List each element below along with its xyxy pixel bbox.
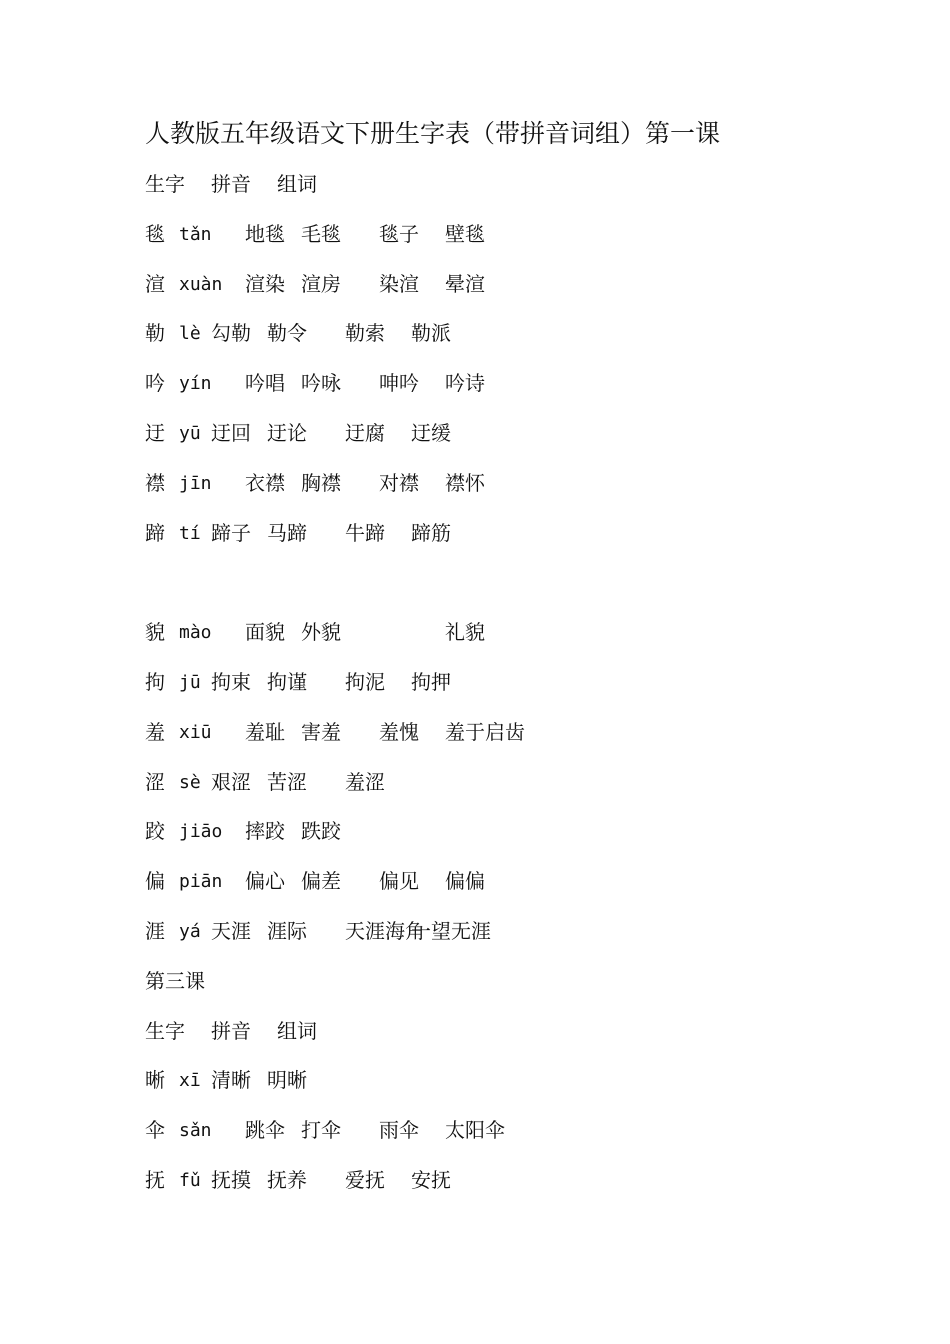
table-row — [145, 260, 905, 310]
row-word: 勒令 — [267, 321, 307, 346]
row-char: 偏 — [145, 869, 165, 894]
table-row — [145, 608, 905, 658]
table-row — [145, 807, 905, 857]
document-body — [145, 112, 905, 1206]
row-char: 抚 — [145, 1167, 165, 1192]
row-char: 吟 — [145, 371, 165, 396]
row-word: 摔跤 — [245, 819, 285, 844]
row-word: 一望无涯 — [411, 918, 491, 943]
table-row — [145, 907, 905, 957]
header-pinyin: 拼音 — [211, 1018, 251, 1043]
row-word: 拘束 — [211, 669, 251, 694]
row-word: 明晰 — [267, 1068, 307, 1093]
row-word: 艰涩 — [211, 769, 251, 794]
row-char: 貌 — [145, 620, 165, 645]
row-pinyin: yá — [179, 920, 201, 942]
row-word: 抚摸 — [211, 1167, 251, 1192]
row-word: 拘泥 — [345, 669, 385, 694]
row-char: 毯 — [145, 221, 165, 246]
row-word: 太阳伞 — [445, 1118, 505, 1143]
header-words: 组词 — [277, 172, 317, 196]
row-pinyin: jū — [179, 671, 201, 693]
row-word: 蹄筋 — [411, 520, 451, 545]
table-row — [145, 658, 905, 708]
row-pinyin: yū — [179, 422, 201, 444]
row-word: 涯际 — [267, 918, 307, 943]
row-char: 蹄 — [145, 520, 165, 545]
row-pinyin: jiāo — [179, 821, 223, 843]
row-word: 羞涩 — [345, 769, 385, 794]
row-char: 涯 — [145, 918, 165, 943]
header-words: 组词 — [277, 1018, 317, 1043]
row-word: 蹄子 — [211, 520, 251, 545]
row-char: 伞 — [145, 1118, 165, 1143]
row-word: 安抚 — [411, 1167, 451, 1192]
row-pinyin: mào — [179, 622, 212, 644]
row-word: 胸襟 — [301, 470, 341, 495]
table-header — [145, 160, 905, 210]
table-row — [145, 857, 905, 907]
row-pinyin: sǎn — [179, 1120, 212, 1142]
row-pinyin: yín — [179, 373, 212, 395]
row-pinyin: xuàn — [179, 273, 223, 295]
row-char: 襟 — [145, 470, 165, 495]
row-pinyin: fǔ — [179, 1169, 201, 1191]
row-word: 迂回 — [211, 420, 251, 445]
row-word: 渲房 — [301, 271, 341, 296]
spacer — [145, 558, 905, 608]
row-char: 涩 — [145, 769, 165, 794]
row-char: 勒 — [145, 321, 165, 346]
row-word: 壁毯 — [445, 221, 485, 246]
row-word: 毛毯 — [301, 221, 341, 246]
row-word: 迂缓 — [411, 420, 451, 445]
lesson3-title: 第三课 — [145, 968, 205, 993]
table-row — [145, 309, 905, 359]
table-row — [145, 409, 905, 459]
row-word: 跌跤 — [301, 819, 341, 844]
row-pinyin: xiū — [179, 721, 212, 743]
row-word: 吟咏 — [301, 371, 341, 396]
row-word: 马蹄 — [267, 520, 307, 545]
row-word: 偏差 — [301, 869, 341, 894]
table-row — [145, 708, 905, 758]
row-word: 吟诗 — [445, 371, 485, 396]
table-row — [145, 459, 905, 509]
row-word: 跳伞 — [245, 1118, 285, 1143]
row-pinyin: xī — [179, 1070, 201, 1092]
row-word: 勾勒 — [211, 321, 251, 346]
row-word: 打伞 — [301, 1118, 341, 1143]
row-word: 天涯海角 — [345, 918, 425, 943]
lesson3-rows — [145, 1056, 905, 1205]
row-word: 毯子 — [379, 221, 419, 246]
row-pinyin: lè — [179, 323, 201, 345]
table-row — [145, 509, 905, 559]
row-word: 迂论 — [267, 420, 307, 445]
row-word: 晕渲 — [445, 271, 485, 296]
row-pinyin: tǎn — [179, 223, 212, 245]
row-pinyin: sè — [179, 771, 201, 793]
lesson1-rows-a — [145, 210, 905, 559]
row-word: 面貌 — [245, 620, 285, 645]
lesson1-rows-b — [145, 608, 905, 957]
row-word: 地毯 — [245, 221, 285, 246]
table-row — [145, 758, 905, 808]
row-pinyin: piān — [179, 871, 223, 893]
row-word: 抚养 — [267, 1167, 307, 1192]
row-word: 羞愧 — [379, 719, 419, 744]
row-word: 吟唱 — [245, 371, 285, 396]
lesson-heading — [145, 957, 905, 1007]
row-word: 爱抚 — [345, 1167, 385, 1192]
row-char: 迂 — [145, 420, 165, 445]
row-char: 拘 — [145, 669, 165, 694]
row-word: 偏见 — [379, 869, 419, 894]
row-word: 渲染 — [245, 271, 285, 296]
row-word: 雨伞 — [379, 1118, 419, 1143]
row-word: 牛蹄 — [345, 520, 385, 545]
row-char: 羞 — [145, 719, 165, 744]
row-word: 害羞 — [301, 719, 341, 744]
table-row — [145, 210, 905, 260]
row-word: 天涯 — [211, 918, 251, 943]
row-pinyin: jīn — [179, 472, 212, 494]
page-title: 人教版五年级语文下册生字表（带拼音词组）第一课 — [145, 119, 721, 148]
row-word: 迂腐 — [345, 420, 385, 445]
row-word: 呻吟 — [379, 371, 419, 396]
row-char: 晰 — [145, 1068, 165, 1093]
row-word: 偏心 — [245, 869, 285, 894]
row-char: 渲 — [145, 271, 165, 296]
header-char: 生字 — [145, 1018, 185, 1043]
table-row — [145, 1156, 905, 1206]
row-word: 羞于启齿 — [445, 719, 525, 744]
header-char: 生字 — [145, 172, 185, 196]
row-word: 染渲 — [379, 271, 419, 296]
row-word: 衣襟 — [245, 470, 285, 495]
header-pinyin: 拼音 — [211, 172, 251, 196]
table-row — [145, 1056, 905, 1106]
row-word: 礼貌 — [445, 620, 485, 645]
table-row — [145, 359, 905, 409]
row-word: 苦涩 — [267, 769, 307, 794]
row-char: 跤 — [145, 819, 165, 844]
row-word: 拘押 — [411, 669, 451, 694]
row-pinyin: tí — [179, 522, 201, 544]
row-word: 清晰 — [211, 1068, 251, 1093]
row-word: 对襟 — [379, 470, 419, 495]
row-word: 羞耻 — [245, 719, 285, 744]
row-word: 外貌 — [301, 620, 341, 645]
table-row — [145, 1106, 905, 1156]
row-word: 勒索 — [345, 321, 385, 346]
table-header-2 — [145, 1007, 905, 1057]
row-word: 拘谨 — [267, 669, 307, 694]
row-word: 勒派 — [411, 321, 451, 346]
row-word: 襟怀 — [445, 470, 485, 495]
row-word: 偏偏 — [445, 869, 485, 894]
